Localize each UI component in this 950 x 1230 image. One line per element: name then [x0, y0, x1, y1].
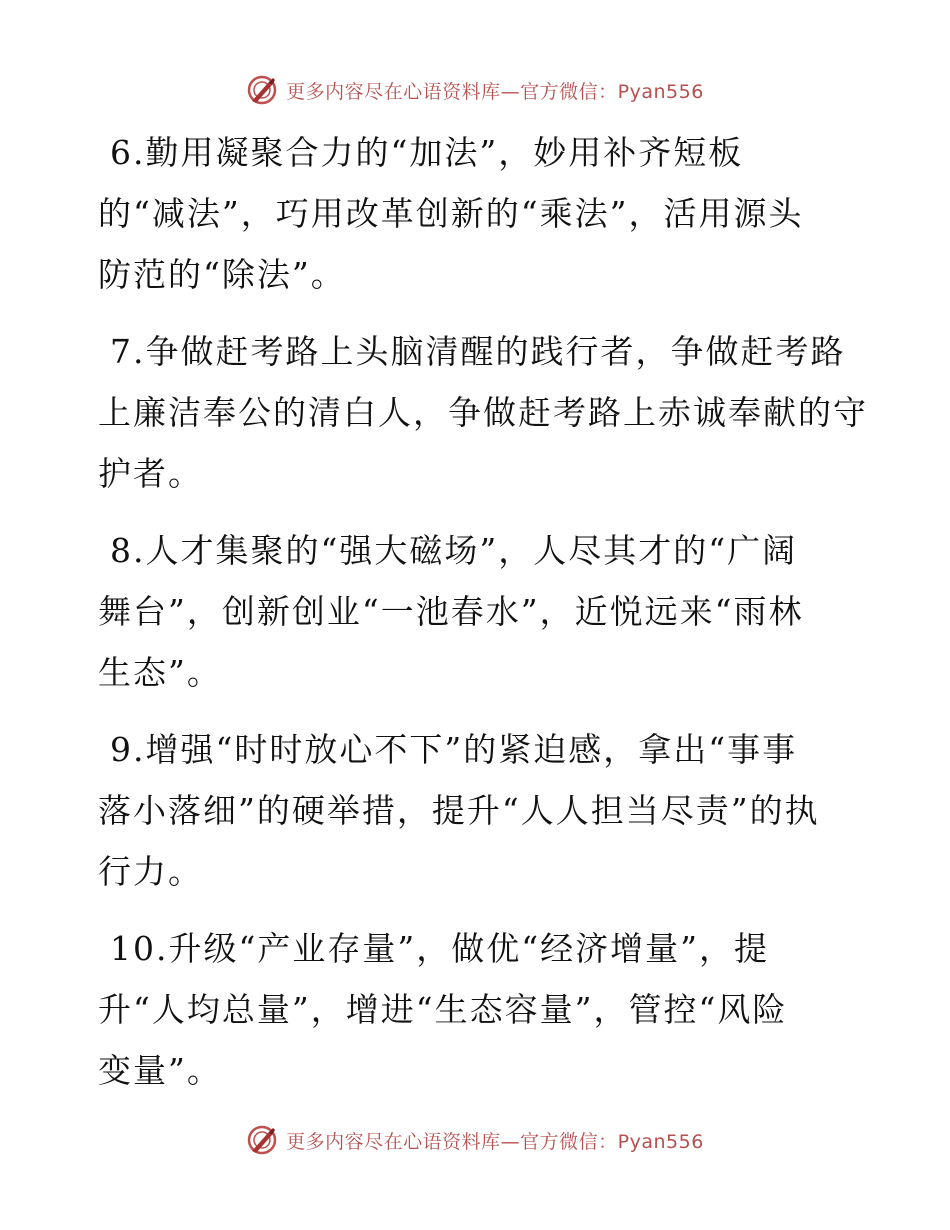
paragraph-line: 上廉洁奉公的清白人，争做赶考路上赤诚奉献的守 — [98, 393, 868, 432]
paragraph-10 — [98, 918, 858, 1101]
paragraph-line: 防范的“除法”。 — [98, 255, 346, 294]
paragraph-7 — [98, 321, 868, 504]
header-banner-text: 更多内容尽在心语资料库—官方微信：Pyan556 — [286, 80, 704, 103]
paragraph-8 — [98, 520, 858, 703]
pen-seal-logo-icon — [246, 1124, 278, 1156]
paragraph-line: 的“减法”，巧用改革创新的“乘法”，活用源头 — [98, 194, 804, 233]
paragraph-line: 生态”。 — [98, 653, 222, 692]
paragraph-line: 落小落细”的硬举措，提升“人人担当尽责”的执 — [98, 791, 820, 830]
pen-seal-logo-icon — [246, 74, 278, 106]
paragraph-6 — [98, 122, 858, 305]
paragraph-line: 7.争做赶考路上头脑清醒的践行者，争做赶考路 — [110, 332, 846, 371]
paragraph-line: 10.升级“产业存量”，做优“经济增量”，提 — [110, 929, 769, 968]
paragraph-line: 9.增强“时时放心不下”的紧迫感，拿出“事事 — [110, 730, 798, 769]
paragraph-line: 8.人才集聚的“强大磁场”，人尽其才的“广阔 — [110, 531, 798, 570]
paragraph-line: 护者。 — [98, 454, 203, 493]
paragraph-line: 6.勤用凝聚合力的“加法”，妙用补齐短板 — [110, 133, 744, 172]
footer-banner — [0, 1120, 950, 1160]
footer-banner-text: 更多内容尽在心语资料库—官方微信：Pyan556 — [286, 1130, 704, 1153]
paragraph-9 — [98, 719, 858, 902]
paragraph-line: 变量”。 — [98, 1051, 222, 1090]
document-body — [98, 122, 868, 1117]
header-banner — [0, 70, 950, 110]
paragraph-line: 行力。 — [98, 852, 203, 891]
paragraph-line: 升“人均总量”，增进“生态容量”，管控“风险 — [98, 990, 788, 1029]
paragraph-line: 舞台”，创新创业“一池春水”，近悦远来“雨林 — [98, 592, 804, 631]
